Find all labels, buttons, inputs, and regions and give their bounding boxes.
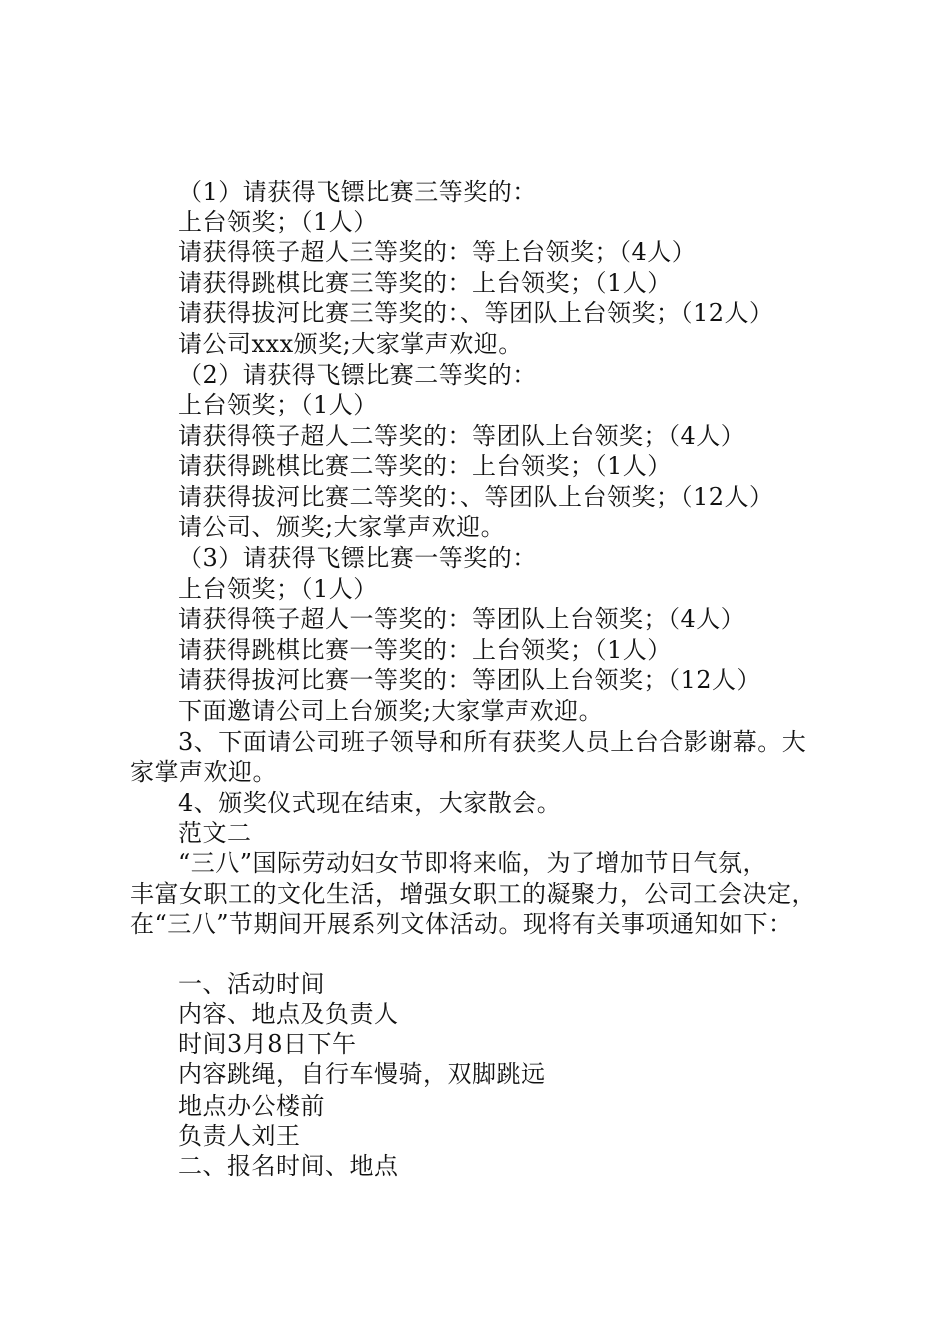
text-line: 上台领奖；（1人）: [178, 391, 378, 419]
text-line: 请获得筷子超人二等奖的：等团队上台领奖；（4人）: [178, 422, 746, 450]
text-line: 上台领奖；（1人）: [178, 208, 378, 236]
text-line: 范文二: [178, 819, 252, 847]
text-line: 二、报名时间、地点: [178, 1152, 399, 1180]
text-line: （3）请获得飞镖比赛一等奖的：: [178, 544, 537, 572]
text-line: 请获得拔河比赛三等奖的：、等团队上台领奖；（12人）: [178, 299, 774, 327]
text-line: 请公司xxx颁奖;大家掌声欢迎。: [178, 330, 523, 358]
text-line: 家掌声欢迎。: [130, 758, 277, 786]
text-line: （1）请获得飞镖比赛三等奖的：: [178, 178, 537, 206]
text-line: 上台领奖；（1人）: [178, 575, 378, 603]
text-line: 地点办公楼前: [178, 1092, 325, 1120]
text-line: 一、活动时间: [178, 970, 325, 998]
text-line: 丰富女职工的文化生活，增强女职工的凝聚力，公司工会决定，: [130, 880, 816, 908]
text-line: 3、下面请公司班子领导和所有获奖人员上台合影谢幕。大: [178, 728, 807, 756]
text-line: 请获得跳棋比赛二等奖的：上台领奖；（1人）: [178, 452, 672, 480]
text-line: 请获得拔河比赛一等奖的：等团队上台领奖；（12人）: [178, 666, 762, 694]
text-line: 4、颁奖仪式现在结束，大家散会。: [178, 789, 562, 817]
text-line: 负责人刘王: [178, 1122, 301, 1150]
text-line: 内容、地点及负责人: [178, 1000, 399, 1028]
text-line: 时间3月8日下午: [178, 1030, 357, 1058]
text-line: 请获得跳棋比赛三等奖的：上台领奖；（1人）: [178, 269, 672, 297]
text-line: （2）请获得飞镖比赛二等奖的：: [178, 361, 537, 389]
text-line: 请公司、颁奖;大家掌声欢迎。: [178, 513, 506, 541]
text-line: 请获得筷子超人三等奖的：等上台领奖；（4人）: [178, 238, 697, 266]
text-line: 内容跳绳，自行车慢骑，双脚跳远: [178, 1060, 546, 1088]
text-line: 请获得跳棋比赛一等奖的：上台领奖；（1人）: [178, 636, 672, 664]
text-line: “三八”国际劳动妇女节即将来临，为了增加节日气氛，: [178, 849, 768, 877]
text-line: 下面邀请公司上台颁奖;大家掌声欢迎。: [178, 697, 604, 725]
text-line: 请获得筷子超人一等奖的：等团队上台领奖；（4人）: [178, 605, 746, 633]
text-line: 请获得拔河比赛二等奖的：、等团队上台领奖；（12人）: [178, 483, 774, 511]
text-line: 在“三八”节期间开展系列文体活动。现将有关事项通知如下：: [130, 910, 793, 938]
